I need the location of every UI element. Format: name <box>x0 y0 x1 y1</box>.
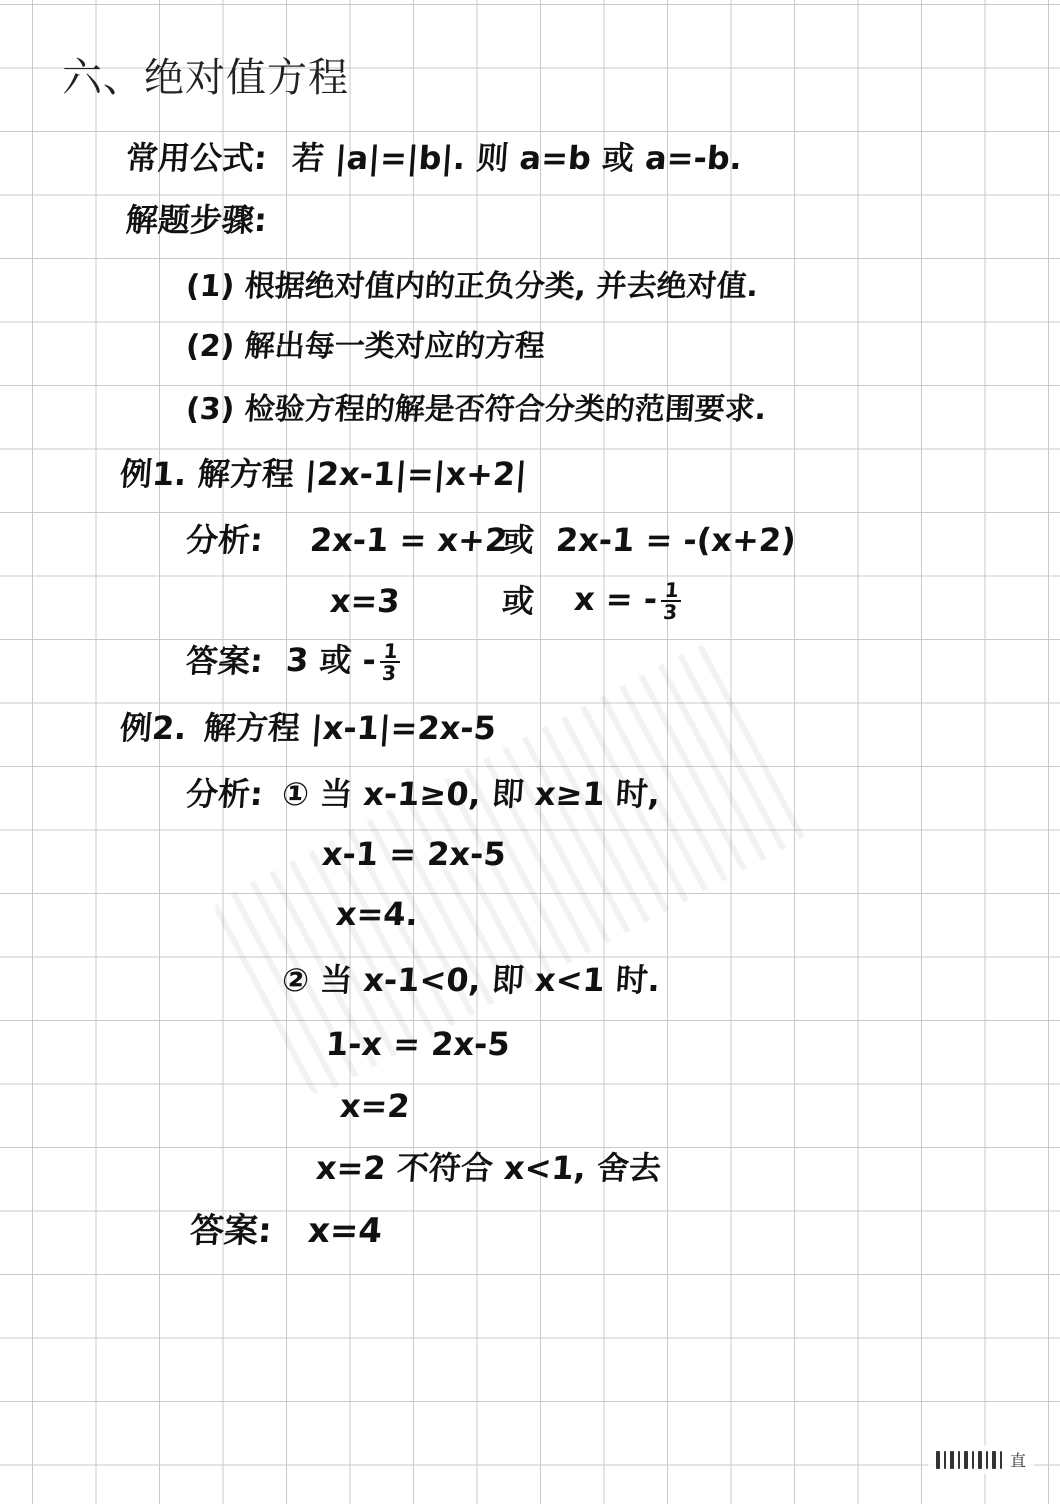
step-2: (2) 解出每一类对应的方程 <box>184 329 547 364</box>
answer-fraction-denominator: 3 <box>381 661 397 685</box>
signal-bar <box>986 1451 988 1469</box>
example2-case2-equation: 1-x = 2x-5 <box>324 1025 512 1063</box>
example2-answer-label: 答案: <box>188 1211 274 1251</box>
signal-bar <box>992 1451 996 1469</box>
answer-fraction-numerator: 1 <box>380 641 401 663</box>
signal-bar <box>972 1451 974 1469</box>
example2-case1-condition: ① 当 x-1≥0, 即 x≥1 时, <box>280 775 662 813</box>
example2-case2-check: x=2 不符合 x<1, 舍去 <box>314 1149 663 1187</box>
signal-bar <box>1000 1451 1002 1469</box>
signal-bar <box>978 1451 982 1469</box>
signal-strip <box>928 1445 1034 1474</box>
example1-answer-prefix: 3 或 - <box>284 641 378 679</box>
example2-case1-equation: x-1 = 2x-5 <box>320 835 508 873</box>
example2-label: 例2. <box>118 709 188 747</box>
fraction-one-third <box>660 580 683 622</box>
answer-fraction <box>378 641 401 683</box>
page-title: 六、绝对值方程 <box>62 55 349 101</box>
example1-line1-or: 或 <box>500 521 536 559</box>
example1-answer-label: 答案: <box>184 642 265 680</box>
signal-bar <box>958 1451 960 1469</box>
example2-case2-condition: ② 当 x-1<0, 即 x<1 时. <box>280 961 662 999</box>
step-1: (1) 根据绝对值内的正负分类, 并去绝对值. <box>184 269 760 304</box>
steps-label: 解题步骤: <box>124 201 269 239</box>
example1-line1-left: 2x-1 = x+2 <box>308 521 509 559</box>
signal-bar <box>964 1451 968 1469</box>
example1-line2-left: x=3 <box>328 582 402 620</box>
example1-line2-right-prefix: x = - <box>572 580 659 618</box>
formula-text: 若 |a|=|b|. 则 a=b 或 a=-b. <box>290 139 744 177</box>
signal-bar <box>944 1451 946 1469</box>
example2-case1-solution: x=4. <box>334 895 420 933</box>
step-3: (3) 检验方程的解是否符合分类的范围要求. <box>184 392 768 427</box>
watermark-glyph-icon: 直 <box>1009 1451 1026 1470</box>
formula-label: 常用公式: <box>124 139 269 177</box>
example2-problem: 解方程 |x-1|=2x-5 <box>202 709 498 747</box>
example2-answer: x=4 <box>306 1211 384 1251</box>
example1-label: 例1. <box>118 455 188 493</box>
example1-line1-right: 2x-1 = -(x+2) <box>554 521 798 559</box>
example1-analysis-label: 分析: <box>184 521 265 559</box>
signal-bar <box>950 1451 954 1469</box>
example1-line2-or: 或 <box>500 582 536 620</box>
example1-answer <box>285 641 402 683</box>
signal-bar <box>936 1451 940 1469</box>
example1-line2-right <box>573 580 683 622</box>
fraction-denominator: 3 <box>662 600 679 624</box>
example1-problem: 解方程 |2x-1|=|x+2| <box>196 455 529 493</box>
example2-analysis-label: 分析: <box>184 775 265 813</box>
example2-case2-solution: x=2 <box>338 1087 412 1125</box>
fraction-numerator: 1 <box>661 580 682 602</box>
